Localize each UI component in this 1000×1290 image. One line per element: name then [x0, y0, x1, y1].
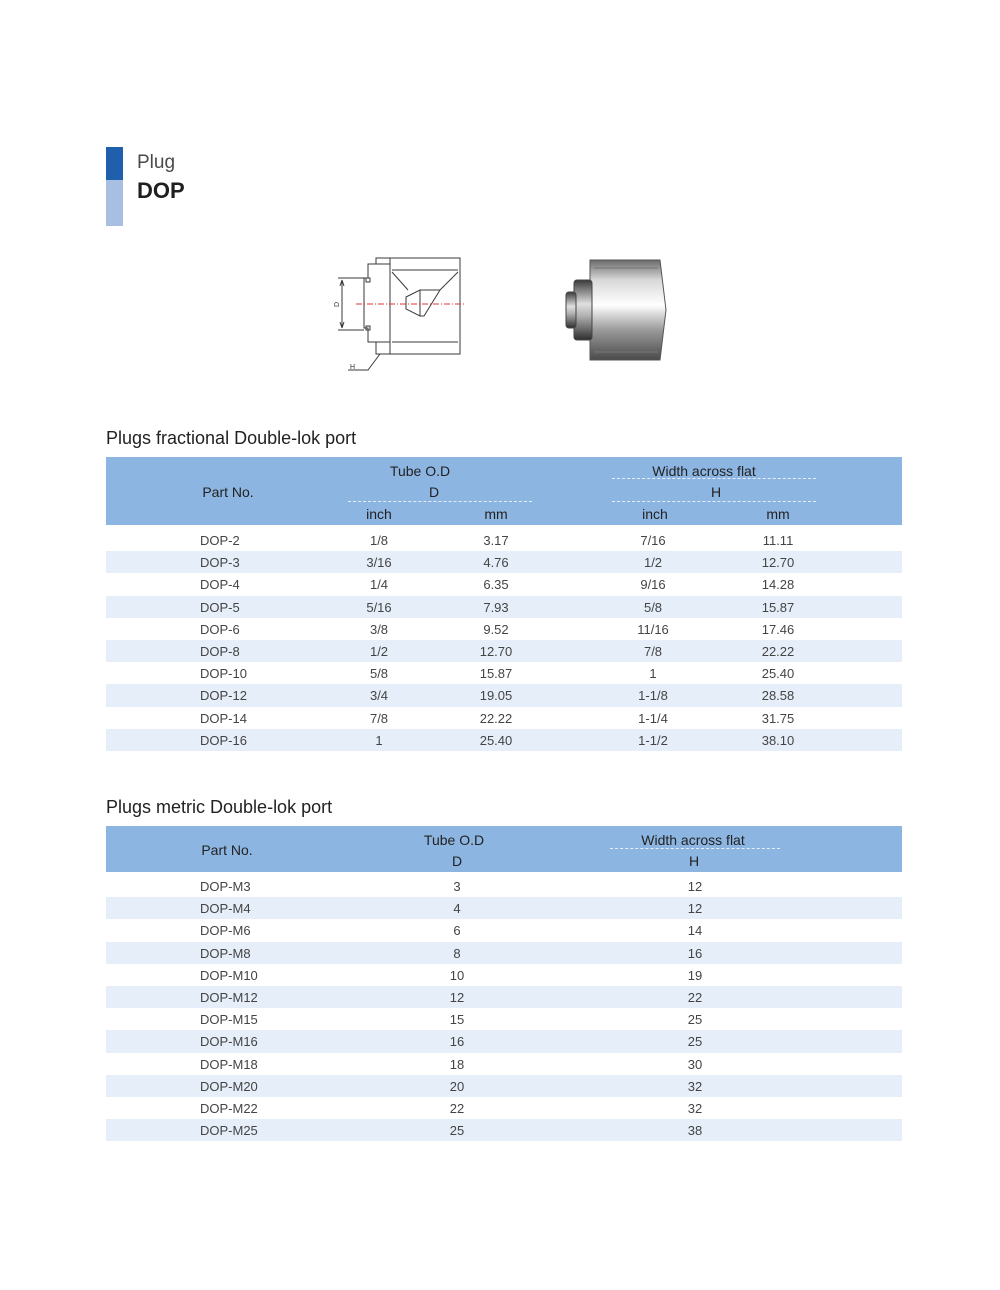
value-cell: 16 [449, 1034, 465, 1050]
header-tube-od: Tube O.D [423, 832, 485, 848]
header-divider [612, 501, 816, 502]
value-cell: 1/4 [369, 577, 389, 593]
value-cell: 20 [449, 1078, 465, 1094]
table-row [106, 684, 902, 706]
title-accent-bar-dark [106, 147, 123, 180]
value-cell: 15 [449, 1012, 465, 1028]
part-number-cell: DOP-8 [200, 643, 240, 659]
table-row [106, 573, 902, 595]
dimension-d-label: D [334, 301, 341, 307]
table-row [106, 986, 902, 1008]
value-cell: 10 [449, 967, 465, 983]
plug-technical-drawing [328, 250, 470, 376]
table-row [106, 529, 902, 551]
table-row [106, 875, 902, 897]
value-cell: 14.28 [761, 577, 795, 593]
part-number-cell: DOP-4 [200, 577, 240, 593]
part-number-cell: DOP-6 [200, 621, 240, 637]
value-cell: 6.35 [483, 577, 509, 593]
header-part-no: Part No. [201, 842, 253, 858]
value-cell: 3/16 [366, 555, 392, 571]
plug-product-photo [560, 252, 672, 368]
part-number-cell: DOP-14 [200, 710, 247, 726]
header-mm: mm [484, 506, 508, 522]
table-row [106, 707, 902, 729]
table-row [106, 729, 902, 751]
part-number-cell: DOP-M18 [200, 1056, 258, 1072]
value-cell: 25 [449, 1123, 465, 1139]
header-inch: inch [642, 506, 668, 522]
value-cell: 5/8 [369, 666, 389, 682]
value-cell: 3/4 [369, 688, 389, 704]
header-width-h: H [710, 484, 722, 500]
value-cell: 38 [687, 1123, 703, 1139]
value-cell: 22 [449, 1100, 465, 1116]
value-cell: 12 [449, 989, 465, 1005]
table-row [106, 1119, 902, 1141]
metric-table-header [106, 826, 902, 872]
part-number-cell: DOP-M16 [200, 1034, 258, 1050]
value-cell: 3/8 [369, 621, 389, 637]
value-cell: 14 [687, 923, 703, 939]
value-cell: 7/8 [643, 643, 663, 659]
value-cell: 25 [687, 1012, 703, 1028]
value-cell: 4.76 [483, 555, 509, 571]
page-title: DOP [137, 178, 185, 203]
value-cell: 3 [453, 879, 461, 894]
value-cell: 12.70 [761, 555, 795, 571]
value-cell: 8 [453, 945, 461, 961]
part-number-cell: DOP-M4 [200, 901, 251, 917]
header-part-no: Part No. [202, 484, 254, 500]
value-cell: 38.10 [761, 732, 795, 748]
value-cell: 31.75 [761, 710, 795, 726]
part-number-cell: DOP-M8 [200, 945, 251, 961]
header-divider [348, 501, 532, 502]
value-cell: 7.93 [483, 599, 509, 615]
value-cell: 3.17 [483, 533, 509, 548]
table-row [106, 919, 902, 941]
value-cell: 18 [449, 1056, 465, 1072]
header-inch: inch [366, 506, 392, 522]
header-width-h: H [688, 853, 700, 869]
metric-section-title: Plugs metric Double-lok port [106, 797, 333, 817]
header-tube-d: D [451, 853, 463, 869]
value-cell: 19.05 [479, 688, 513, 704]
value-cell: 25 [687, 1034, 703, 1050]
value-cell: 11.11 [762, 533, 794, 548]
table-row [106, 618, 902, 640]
value-cell: 22 [687, 989, 703, 1005]
dimension-h-label: H [350, 364, 356, 371]
value-cell: 1-1/2 [638, 732, 668, 748]
part-number-cell: DOP-12 [200, 688, 247, 704]
value-cell: 1/2 [643, 555, 663, 571]
part-number-cell: DOP-3 [200, 555, 240, 571]
part-number-cell: DOP-10 [200, 666, 247, 682]
table-row [106, 1030, 902, 1052]
metric-table-body [106, 875, 902, 1141]
header-width-across-flat: Width across flat [652, 463, 756, 479]
table-row [106, 662, 902, 684]
part-number-cell: DOP-M6 [200, 923, 251, 939]
table-row [106, 964, 902, 986]
part-number-cell: DOP-M12 [200, 989, 258, 1005]
header-tube-d: D [428, 484, 440, 500]
value-cell: 7/8 [369, 710, 389, 726]
value-cell: 6 [453, 923, 461, 939]
value-cell: 22.22 [761, 643, 795, 659]
metric-table [106, 826, 902, 1141]
fractional-table [106, 457, 902, 751]
value-cell: 5/16 [366, 599, 392, 615]
value-cell: 1 [375, 732, 383, 748]
header-divider [612, 478, 816, 479]
fractional-section-title: Plugs fractional Double-lok port [106, 428, 357, 448]
value-cell: 19 [687, 967, 703, 983]
part-number-cell: DOP-M25 [200, 1123, 258, 1139]
value-cell: 25.40 [479, 732, 513, 748]
value-cell: 16 [687, 945, 703, 961]
value-cell: 1/8 [369, 533, 389, 548]
header-tube-od: Tube O.D [389, 463, 451, 479]
value-cell: 4 [453, 901, 461, 917]
table-row [106, 1075, 902, 1097]
fractional-table-body [106, 529, 902, 751]
value-cell: 12 [687, 901, 703, 917]
part-number-cell: DOP-M22 [200, 1100, 258, 1116]
table-row [106, 1053, 902, 1075]
part-number-cell: DOP-M15 [200, 1012, 258, 1028]
value-cell: 9.52 [483, 621, 509, 637]
table-row [106, 1008, 902, 1030]
part-number-cell: DOP-M3 [200, 879, 251, 894]
value-cell: 12 [687, 879, 703, 894]
value-cell: 12.70 [479, 643, 513, 659]
part-number-cell: DOP-5 [200, 599, 240, 615]
table-row [106, 942, 902, 964]
table-row [106, 640, 902, 662]
part-number-cell: DOP-M10 [200, 967, 258, 983]
header-mm: mm [766, 506, 790, 522]
value-cell: 25.40 [761, 666, 795, 682]
value-cell: 15.87 [761, 599, 795, 615]
value-cell: 32 [687, 1100, 703, 1116]
page-subtitle: Plug [137, 152, 176, 173]
value-cell: 22.22 [479, 710, 513, 726]
value-cell: 28.58 [761, 688, 795, 704]
part-number-cell: DOP-2 [200, 533, 240, 548]
value-cell: 1 [649, 666, 657, 682]
title-accent-bar-light [106, 180, 123, 226]
header-divider [610, 848, 780, 849]
fractional-table-header [106, 457, 902, 525]
table-row [106, 1097, 902, 1119]
value-cell: 5/8 [643, 599, 663, 615]
value-cell: 9/16 [640, 577, 666, 593]
part-number-cell: DOP-16 [200, 732, 247, 748]
value-cell: 1/2 [369, 643, 389, 659]
value-cell: 1-1/8 [638, 688, 668, 704]
value-cell: 11/16 [637, 621, 669, 637]
part-number-cell: DOP-M20 [200, 1078, 258, 1094]
header-width-across-flat: Width across flat [641, 832, 745, 848]
value-cell: 7/16 [640, 533, 666, 548]
table-row [106, 551, 902, 573]
value-cell: 30 [687, 1056, 703, 1072]
value-cell: 15.87 [479, 666, 513, 682]
value-cell: 1-1/4 [638, 710, 668, 726]
table-row [106, 596, 902, 618]
value-cell: 17.46 [761, 621, 795, 637]
value-cell: 32 [687, 1078, 703, 1094]
table-row [106, 897, 902, 919]
